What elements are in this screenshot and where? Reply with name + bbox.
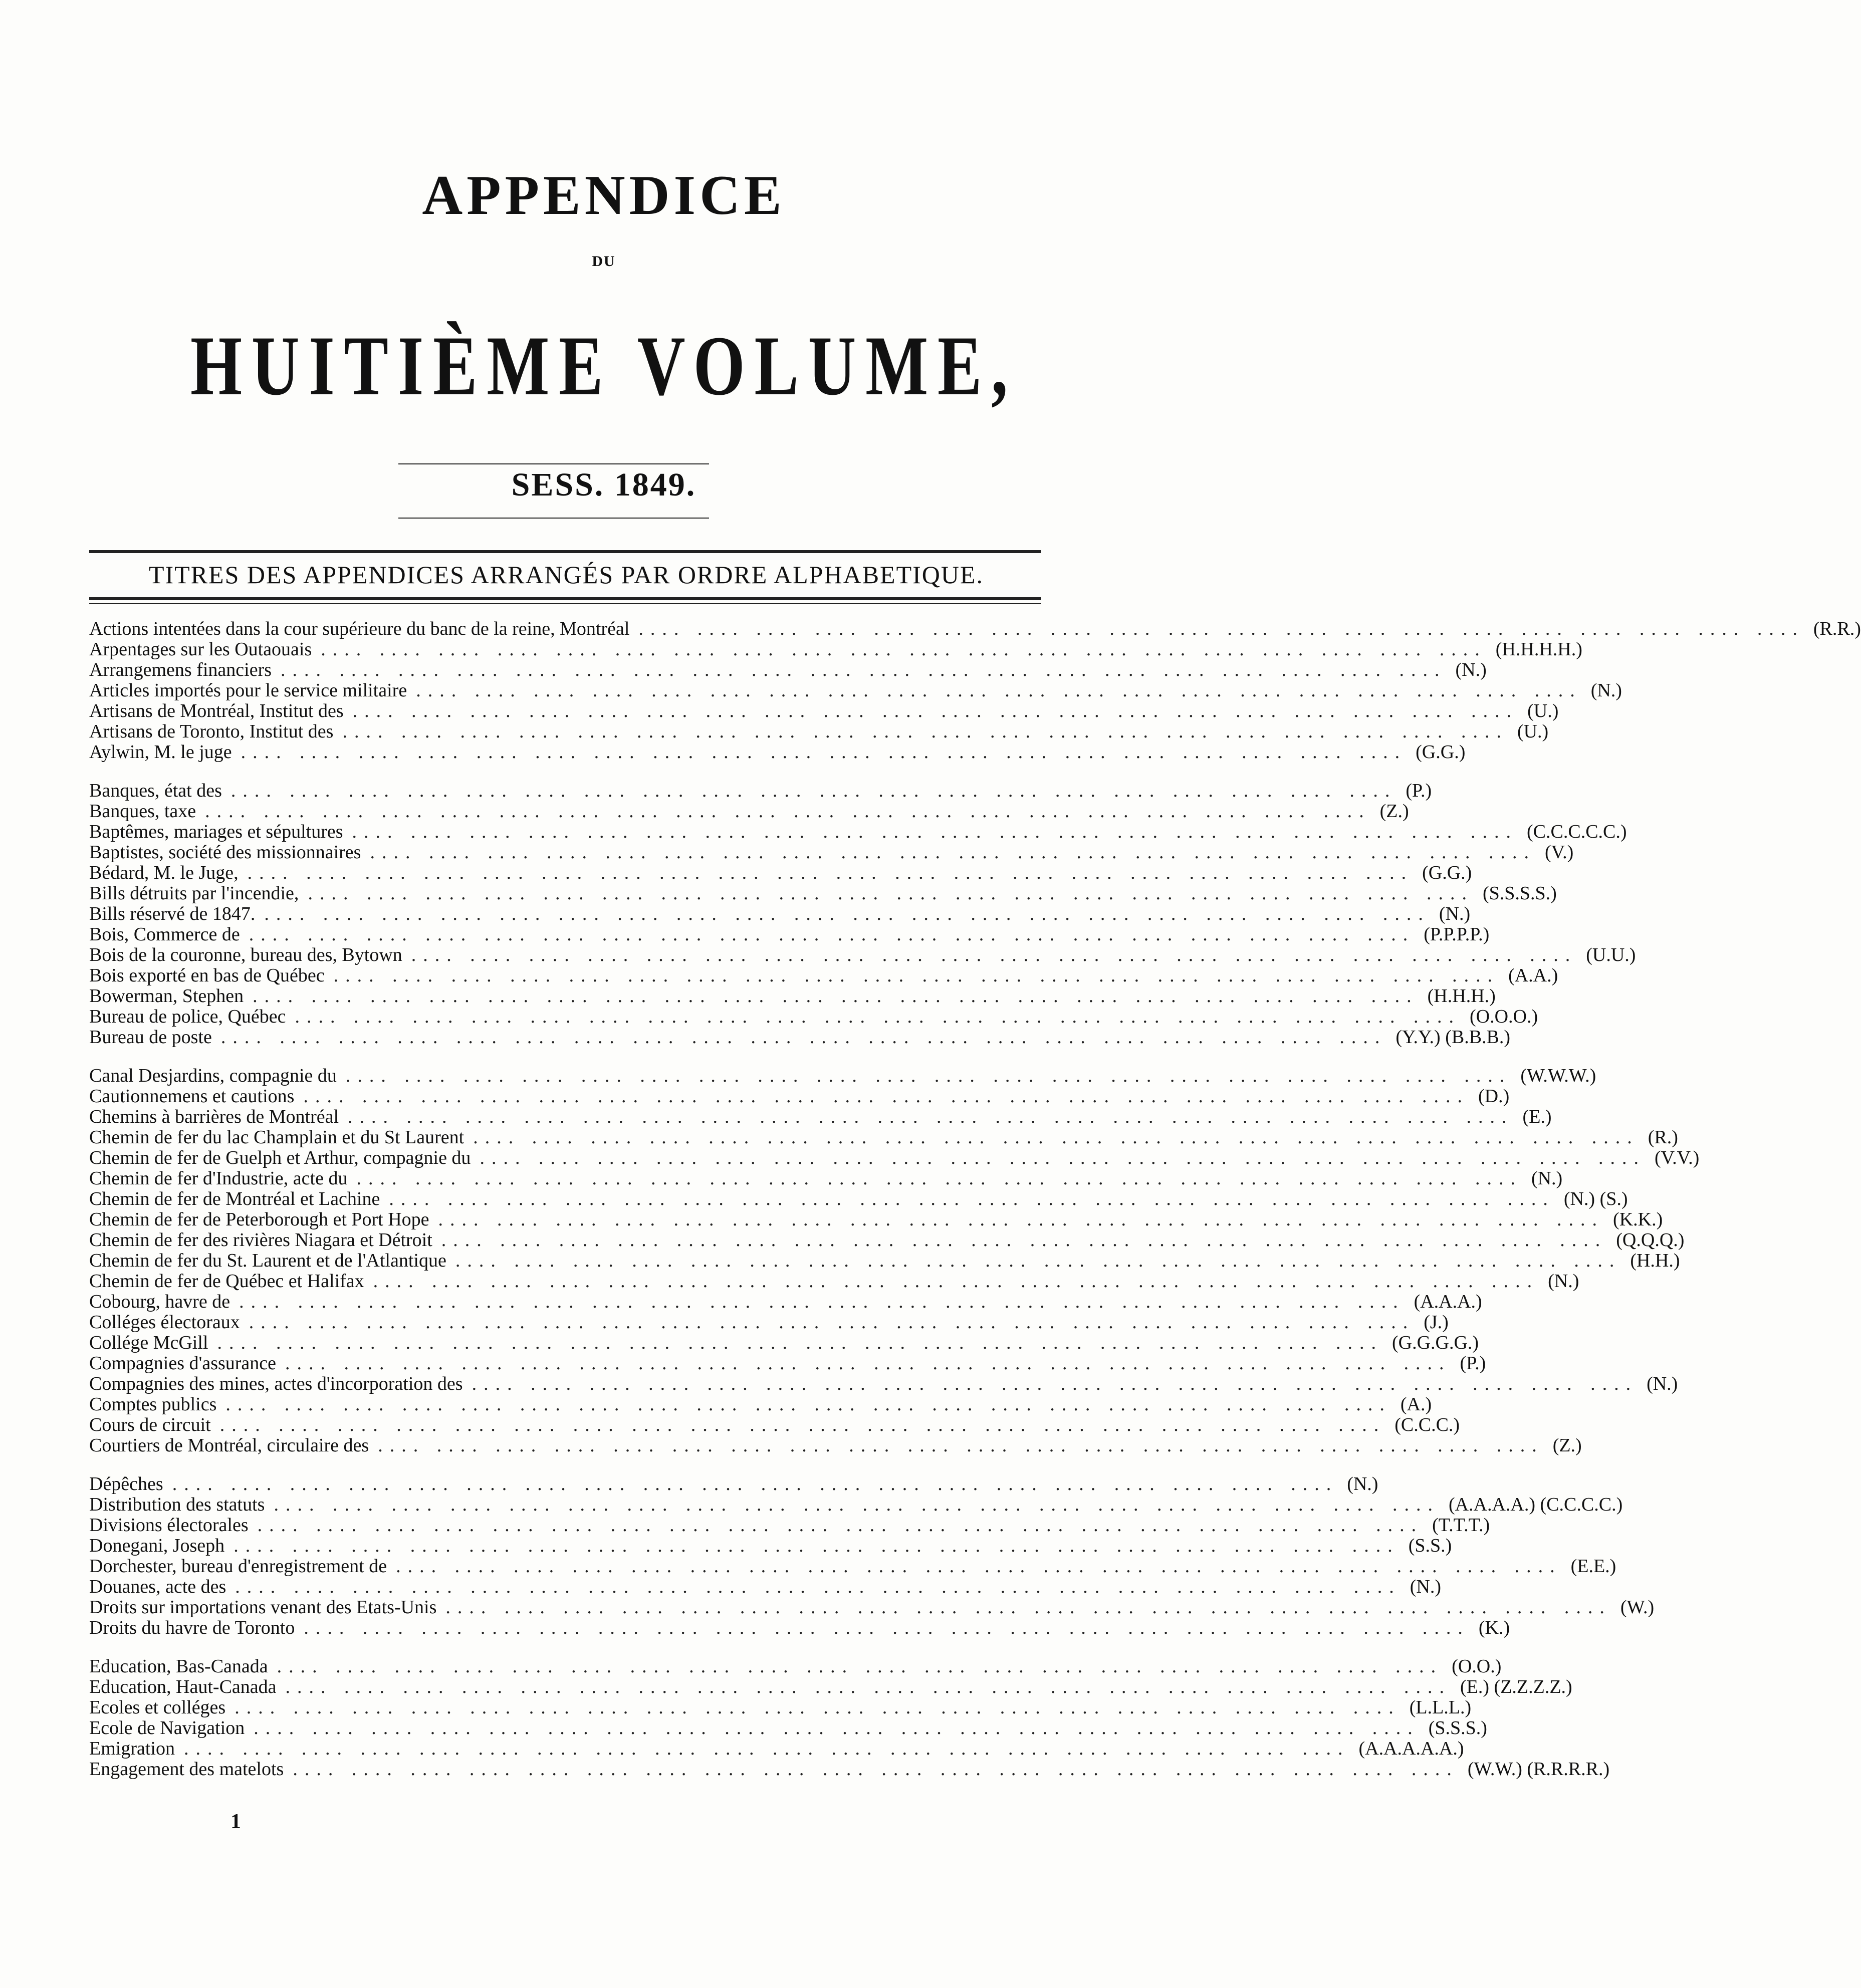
entry-title: Dorchester, bureau d'enregistrement de [89,1556,387,1577]
dot-leader: .... .... .... .... .... .... .... .... .... .... .... .... .... .... .... .... .... .... .... .... [239,1291,1405,1312]
volume-title: HUITIÈME VOLUME, [190,319,1018,413]
appendix-reference: (S.S.S.) [1428,1717,1487,1738]
index-entry [89,1027,1511,1048]
dot-leader: .... .... .... .... .... .... .... .... .... .... .... .... .... .... .... .... .... .... .... .... [249,1312,1415,1333]
appendix-reference: (Z.) [1379,801,1409,822]
entry-title: Compagnies d'assurance [89,1353,277,1374]
index-entry [89,680,1622,701]
appendix-title: APPENDICE [422,164,786,226]
dot-leader: .... .... .... .... .... .... .... .... .... .... .... .... .... .... .... .... .... .... .... .... [241,741,1407,763]
dot-leader: .... .... .... .... .... .... .... .... .... .... .... .... .... .... .... .... .... .... .... .... [264,903,1430,924]
dot-leader: .... .... .... .... .... .... .... .... .... .... .... .... .... .... .... .... .... .... .... .... [370,842,1536,863]
appendix-reference: (U.) [1517,721,1549,742]
index-entry [89,944,1636,965]
appendix-reference: (P.) [1406,780,1432,801]
appendix-reference: (H.H.) [1630,1250,1680,1271]
index-entry [89,903,1471,924]
index-entry [89,1209,1663,1230]
dot-leader: .... .... .... .... .... .... .... .... .... .... .... .... .... .... .... .... .... .... .... .... [234,1535,1400,1556]
appendix-reference: (Y.Y.) (B.B.B.) [1395,1027,1511,1048]
appendix-reference: (T.T.T.) [1432,1515,1490,1536]
appendix-reference: (N.) [1410,1576,1442,1597]
appendix-reference: (L.L.L.) [1409,1697,1472,1718]
dot-leader: .... .... .... .... .... .... .... .... .... .... .... .... .... .... .... .... .... .... .... .... [293,1759,1459,1780]
dot-leader: .... .... .... .... .... .... .... .... .... .... .... .... .... .... .... .... .... .... .... .... [274,1494,1440,1515]
index-entry [89,1373,1678,1394]
appendix-reference: (R.R.) [1813,618,1861,639]
dot-leader: .... .... .... .... .... .... .... .... .... .... .... .... .... .... .... .... .... .... .... .... [342,721,1508,742]
appendix-reference: (J.) [1424,1312,1449,1333]
index-entry [89,883,1557,904]
dot-leader: .... .... .... .... .... .... .... .... .... .... .... .... .... .... .... .... .... .... .... .... [352,821,1518,842]
appendix-reference: (W.W.W.) [1520,1065,1596,1086]
entry-title: Ecole de Navigation [89,1717,245,1738]
index-entry [89,1086,1510,1107]
entry-title: Bureau de poste [89,1027,212,1048]
index-entry [89,1271,1579,1292]
entry-title: Cautionnemens et cautions [89,1086,295,1107]
page-number: 1 [230,1810,241,1833]
dot-leader: .... .... .... .... .... .... .... .... .... .... .... .... .... .... .... .... .... .... .... .... [230,780,1397,801]
dot-leader: .... .... .... .... .... .... .... .... .... .... .... .... .... .... .... .... .... .... .... .... [308,883,1474,904]
entry-title: Education, Haut-Canada [89,1676,277,1697]
entry-title: Droits sur importations venant des Etats-Unis [89,1597,437,1618]
appendix-reference: (N.) [1347,1473,1378,1495]
dot-leader: .... .... .... .... .... .... .... .... .... .... .... .... .... .... .... .... .... .... .... .... [220,1027,1387,1048]
appendix-reference: (O.O.O.) [1470,1006,1538,1027]
dot-leader: .... .... .... .... .... .... .... .... .... .... .... .... .... .... .... .... .... .... .... .... [217,1332,1383,1353]
index-entry [89,1332,1479,1353]
entry-title: Bills réservé de 1847. [89,903,256,924]
appendix-reference: (Z.) [1552,1435,1582,1456]
list-heading: TITRES DES APPENDICES ARRANGÉS PAR ORDRE ALPHABETIQUE. [148,561,984,589]
session-label: SESS. 1849. [511,466,696,503]
entry-title: Chemin de fer de Montréal et Lachine [89,1188,380,1209]
entry-title: Chemins à barrières de Montréal [89,1106,339,1127]
dot-leader: .... .... .... .... .... .... .... .... .... .... .... .... .... .... .... .... .... .... .... .... [257,1515,1424,1536]
appendix-index [89,618,1861,1798]
entry-title: Chemin de fer des rivières Niagara et Détroit [89,1229,432,1251]
dot-leader: .... .... .... .... .... .... .... .... .... .... .... .... .... .... .... .... .... .... .... .... [333,965,1500,986]
appendix-reference: (U.) [1527,700,1559,721]
entry-title: Actions intentées dans la cour supérieure du banc de la reine, Montréal [89,618,630,639]
index-entry [89,985,1496,1007]
entry-title: Bois de la couronne, bureau des, Bytown [89,944,402,965]
entry-title: Distribution des statuts [89,1494,265,1515]
entry-title: Chemin de fer d'Industrie, acte du [89,1168,348,1189]
entry-title: Chemin de fer de Guelph et Arthur, compagnie du [89,1147,471,1168]
appendix-reference: (C.C.C.C.C.) [1527,821,1627,842]
index-entry [89,1065,1596,1086]
index-group-b [89,780,1636,1048]
dot-leader: .... .... .... .... .... .... .... .... .... .... .... .... .... .... .... .... .... .... .... .... [378,1435,1544,1456]
entry-title: Education, Bas-Canada [89,1656,268,1677]
dot-leader: .... .... .... .... .... .... .... .... .... .... .... .... .... .... .... .... .... .... .... .... [285,1353,1451,1374]
index-entry [89,741,1466,763]
dot-leader: .... .... .... .... .... .... .... .... .... .... .... .... .... .... .... .... .... .... .... .... [285,1676,1452,1697]
dot-leader: .... .... .... .... .... .... .... .... .... .... .... .... .... .... .... .... .... .... .... .... [373,1271,1539,1292]
entry-title: Banques, état des [89,780,222,801]
index-entry [89,1597,1655,1618]
entry-title: Baptistes, société des missionnaires [89,842,361,863]
index-entry [89,1556,1616,1577]
appendix-reference: (A.A.A.) [1414,1291,1482,1312]
appendix-reference: (P.P.P.P.) [1424,924,1490,945]
entry-title: Divisions électorales [89,1515,249,1536]
appendix-reference: (O.O.) [1452,1656,1502,1677]
appendix-reference: (E.) [1522,1106,1552,1127]
index-entry [89,1717,1487,1738]
entry-title: Dépêches [89,1473,163,1495]
index-entry [89,1473,1378,1495]
dot-leader: .... .... .... .... .... .... .... .... .... .... .... .... .... .... .... .... .... .... .... .... [219,1414,1386,1435]
appendix-reference: (D.) [1478,1086,1510,1107]
appendix-reference: (N.) [1439,903,1471,924]
dot-leader: .... .... .... .... .... .... .... .... .... .... .... .... .... .... .... .... .... .... .... .... [348,1106,1514,1127]
index-entry [89,1291,1482,1312]
appendix-reference: (G.G.) [1416,741,1466,763]
appendix-reference: (A.) [1400,1394,1432,1415]
entry-title: Courtiers de Montréal, circulaire des [89,1435,369,1456]
appendix-reference: (W.) [1620,1597,1655,1618]
appendix-reference: (S.S.) [1408,1535,1452,1556]
dot-leader: .... .... .... .... .... .... .... .... .... .... .... .... .... .... .... .... .... .... .... .... [389,1188,1555,1209]
entry-title: Bowerman, Stephen [89,985,244,1007]
appendix-reference: (E.) (Z.Z.Z.Z.) [1460,1676,1572,1697]
index-entry [89,1738,1464,1759]
dot-leader: .... .... .... .... .... .... .... .... .... .... .... .... .... .... .... .... .... .... .... .... [356,1168,1522,1189]
appendix-reference: (Q.Q.Q.) [1616,1229,1685,1251]
index-entry [89,1147,1700,1168]
index-entry [89,618,1861,639]
entry-title: Douanes, acte des [89,1576,226,1597]
title-connector: DU [592,253,616,270]
heading-rule-bottom [89,597,1041,600]
dot-leader: .... .... .... .... .... .... .... .... .... .... .... .... .... .... .... .... .... .... .... .... [281,659,1447,680]
appendix-reference: (N.) [1455,659,1487,680]
dot-leader: .... .... .... .... .... .... .... .... .... .... .... .... .... .... .... .... .... .... .... .... [352,700,1519,721]
entry-title: Ecoles et colléges [89,1697,226,1718]
appendix-reference: (N.) [1531,1168,1563,1189]
index-entry [89,1535,1452,1556]
appendix-reference: (R.) [1648,1127,1678,1148]
dot-leader: .... .... .... .... .... .... .... .... .... .... .... .... .... .... .... .... .... .... .... .... [172,1473,1338,1495]
entry-title: Aylwin, M. le juge [89,741,232,763]
dot-leader: .... .... .... .... .... .... .... .... .... .... .... .... .... .... .... .... .... .... .... .... [411,944,1577,965]
entry-title: Bills détruits par l'incendie, [89,883,299,904]
entry-title: Bois, Commerce de [89,924,240,945]
heading-rule-top [89,550,1041,553]
entry-title: Comptes publics [89,1394,217,1415]
dot-leader: .... .... .... .... .... .... .... .... .... .... .... .... .... .... .... .... .... .... .... .... [472,1373,1638,1394]
dot-leader: .... .... .... .... .... .... .... .... .... .... .... .... .... .... .... .... .... .... .... .... [480,1147,1646,1168]
entry-title: Canal Desjardins, compagnie du [89,1065,337,1086]
appendix-reference: (K.K.) [1613,1209,1663,1230]
dot-leader: .... .... .... .... .... .... .... .... .... .... .... .... .... .... .... .... .... .... .... .... [345,1065,1512,1086]
index-entry [89,1229,1685,1251]
appendix-reference: (V.V.) [1654,1147,1700,1168]
dot-leader: .... .... .... .... .... .... .... .... .... .... .... .... .... .... .... .... .... .... .... .... [235,1576,1401,1597]
appendix-reference: (N.) [1647,1373,1678,1394]
appendix-reference: (G.G.G.G.) [1391,1332,1479,1353]
index-group-a [89,618,1861,763]
index-entry [89,1617,1510,1638]
entry-title: Chemin de fer du St. Laurent et de l'Atlantique [89,1250,446,1271]
appendix-reference: (N.) [1548,1271,1579,1292]
index-entry [89,659,1487,680]
entry-title: Chemin de fer du lac Champlain et du St Laurent [89,1127,464,1148]
index-entry [89,1127,1678,1148]
dot-leader: .... .... .... .... .... .... .... .... .... .... .... .... .... .... .... .... .... .... .... .... [253,985,1419,1007]
index-entry [89,924,1490,945]
index-entry [89,1759,1610,1780]
entry-title: Colléges électoraux [89,1312,240,1333]
index-entry [89,639,1582,660]
index-entry [89,862,1472,883]
index-entry [89,780,1432,801]
index-entry [89,1656,1502,1677]
index-entry [89,1188,1628,1209]
appendix-reference: (G.G.) [1422,862,1472,883]
entry-title: Cobourg, havre de [89,1291,230,1312]
appendix-reference: (K.) [1478,1617,1510,1638]
index-entry [89,1106,1552,1127]
appendix-reference: (W.W.) (R.R.R.R.) [1467,1759,1610,1780]
dot-leader: .... .... .... .... .... .... .... .... .... .... .... .... .... .... .... .... .... .... .... .... [277,1656,1443,1677]
appendix-reference: (H.H.H.H.) [1495,639,1582,660]
dot-leader: .... .... .... .... .... .... .... .... .... .... .... .... .... .... .... .... .... .... .... .... [321,639,1487,660]
entry-title: Cours de circuit [89,1414,211,1435]
entry-title: Articles importés pour le service militaire [89,680,407,701]
index-entry [89,700,1559,721]
appendix-reference: (N.) (S.) [1563,1188,1628,1209]
entry-title: Donegani, Joseph [89,1535,225,1556]
dot-leader: .... .... .... .... .... .... .... .... .... .... .... .... .... .... .... .... .... .... .... .... [638,618,1804,639]
appendix-reference: (V.) [1544,842,1574,863]
entry-title: Bois exporté en bas de Québec [89,965,325,986]
index-entry [89,1576,1442,1597]
dot-leader: .... .... .... .... .... .... .... .... .... .... .... .... .... .... .... .... .... .... .... .... [441,1229,1607,1251]
index-entry [89,965,1558,986]
appendix-reference: (C.C.C.) [1394,1414,1460,1435]
dot-leader: .... .... .... .... .... .... .... .... .... .... .... .... .... .... .... .... .... .... .... .... [183,1738,1350,1759]
dot-leader: .... .... .... .... .... .... .... .... .... .... .... .... .... .... .... .... .... .... .... .... [249,924,1415,945]
index-group-c [89,1065,1700,1456]
entry-title: Bédard, M. le Juge, [89,862,239,883]
entry-title: Baptêmes, mariages et sépultures [89,821,343,842]
dot-leader: .... .... .... .... .... .... .... .... .... .... .... .... .... .... .... .... .... .... .... .... [205,801,1371,822]
heading-rule-bottom-thin [89,603,1041,604]
index-entry [89,1006,1538,1027]
entry-title: Droits du havre de Toronto [89,1617,295,1638]
dot-leader: .... .... .... .... .... .... .... .... .... .... .... .... .... .... .... .... .... .... .... .... [438,1209,1604,1230]
entry-title: Compagnies des mines, actes d'incorporation des [89,1373,463,1394]
entry-title: Chemin de fer de Québec et Halifax [89,1271,364,1292]
index-entry [89,1494,1623,1515]
dot-leader: .... .... .... .... .... .... .... .... .... .... .... .... .... .... .... .... .... .... .... .... [416,680,1582,701]
index-entry [89,721,1549,742]
dot-leader: .... .... .... .... .... .... .... .... .... .... .... .... .... .... .... .... .... .... .... .... [303,1086,1469,1107]
dot-leader: .... .... .... .... .... .... .... .... .... .... .... .... .... .... .... .... .... .... .... .... [225,1394,1391,1415]
appendix-reference: (N.) [1590,680,1622,701]
dot-leader: .... .... .... .... .... .... .... .... .... .... .... .... .... .... .... .... .... .... .... .... [295,1006,1461,1027]
dot-leader: .... .... .... .... .... .... .... .... .... .... .... .... .... .... .... .... .... .... .... .... [254,1717,1420,1738]
index-entry [89,1697,1472,1718]
dot-leader: .... .... .... .... .... .... .... .... .... .... .... .... .... .... .... .... .... .... .... .... [445,1597,1611,1618]
index-entry [89,1414,1460,1435]
entry-title: Chemin de fer de Peterborough et Port Hope [89,1209,429,1230]
entry-title: Emigration [89,1738,175,1759]
appendix-reference: (H.H.H.) [1427,985,1496,1007]
index-entry [89,1676,1572,1697]
appendix-reference: (U.U.) [1586,944,1636,965]
index-entry [89,1435,1582,1456]
dot-leader: .... .... .... .... .... .... .... .... .... .... .... .... .... .... .... .... .... .... .... .... [247,862,1414,883]
entry-title: Artisans de Toronto, Institut des [89,721,334,742]
appendix-reference: (E.E.) [1570,1556,1616,1577]
appendix-reference: (A.A.) [1508,965,1558,986]
session-rule-bottom [398,518,709,519]
index-group-d [89,1473,1655,1638]
index-entry [89,842,1574,863]
entry-title: Collége McGill [89,1332,208,1353]
appendix-reference: (A.A.A.A.) (C.C.C.C.) [1448,1494,1623,1515]
dot-leader: .... .... .... .... .... .... .... .... .... .... .... .... .... .... .... .... .... .... .... .... [396,1556,1562,1577]
entry-title: Banques, taxe [89,801,196,822]
index-entry [89,1353,1486,1374]
index-entry [89,801,1409,822]
appendix-reference: (P.) [1460,1353,1486,1374]
session-rule-top [398,463,709,464]
dot-leader: .... .... .... .... .... .... .... .... .... .... .... .... .... .... .... .... .... .... .... .... [304,1617,1470,1638]
index-entry [89,1394,1432,1415]
index-entry [89,1250,1680,1271]
dot-leader: .... .... .... .... .... .... .... .... .... .... .... .... .... .... .... .... .... .... .... .... [455,1250,1621,1271]
dot-leader: .... .... .... .... .... .... .... .... .... .... .... .... .... .... .... .... .... .... .... .... [235,1697,1401,1718]
dot-leader: .... .... .... .... .... .... .... .... .... .... .... .... .... .... .... .... .... .... .... .... [473,1127,1639,1148]
index-entry [89,821,1627,842]
index-group-e [89,1656,1610,1780]
entry-title: Bureau de police, Québec [89,1006,286,1027]
appendix-reference: (S.S.S.S.) [1482,883,1557,904]
entry-title: Arpentages sur les Outaouais [89,639,312,660]
index-entry [89,1515,1490,1536]
index-entry [89,1312,1449,1333]
entry-title: Arrangemens financiers [89,659,272,680]
index-entry [89,1168,1563,1189]
entry-title: Artisans de Montréal, Institut des [89,700,344,721]
appendix-reference: (A.A.A.A.A.) [1358,1738,1464,1759]
entry-title: Engagement des matelots [89,1759,284,1780]
